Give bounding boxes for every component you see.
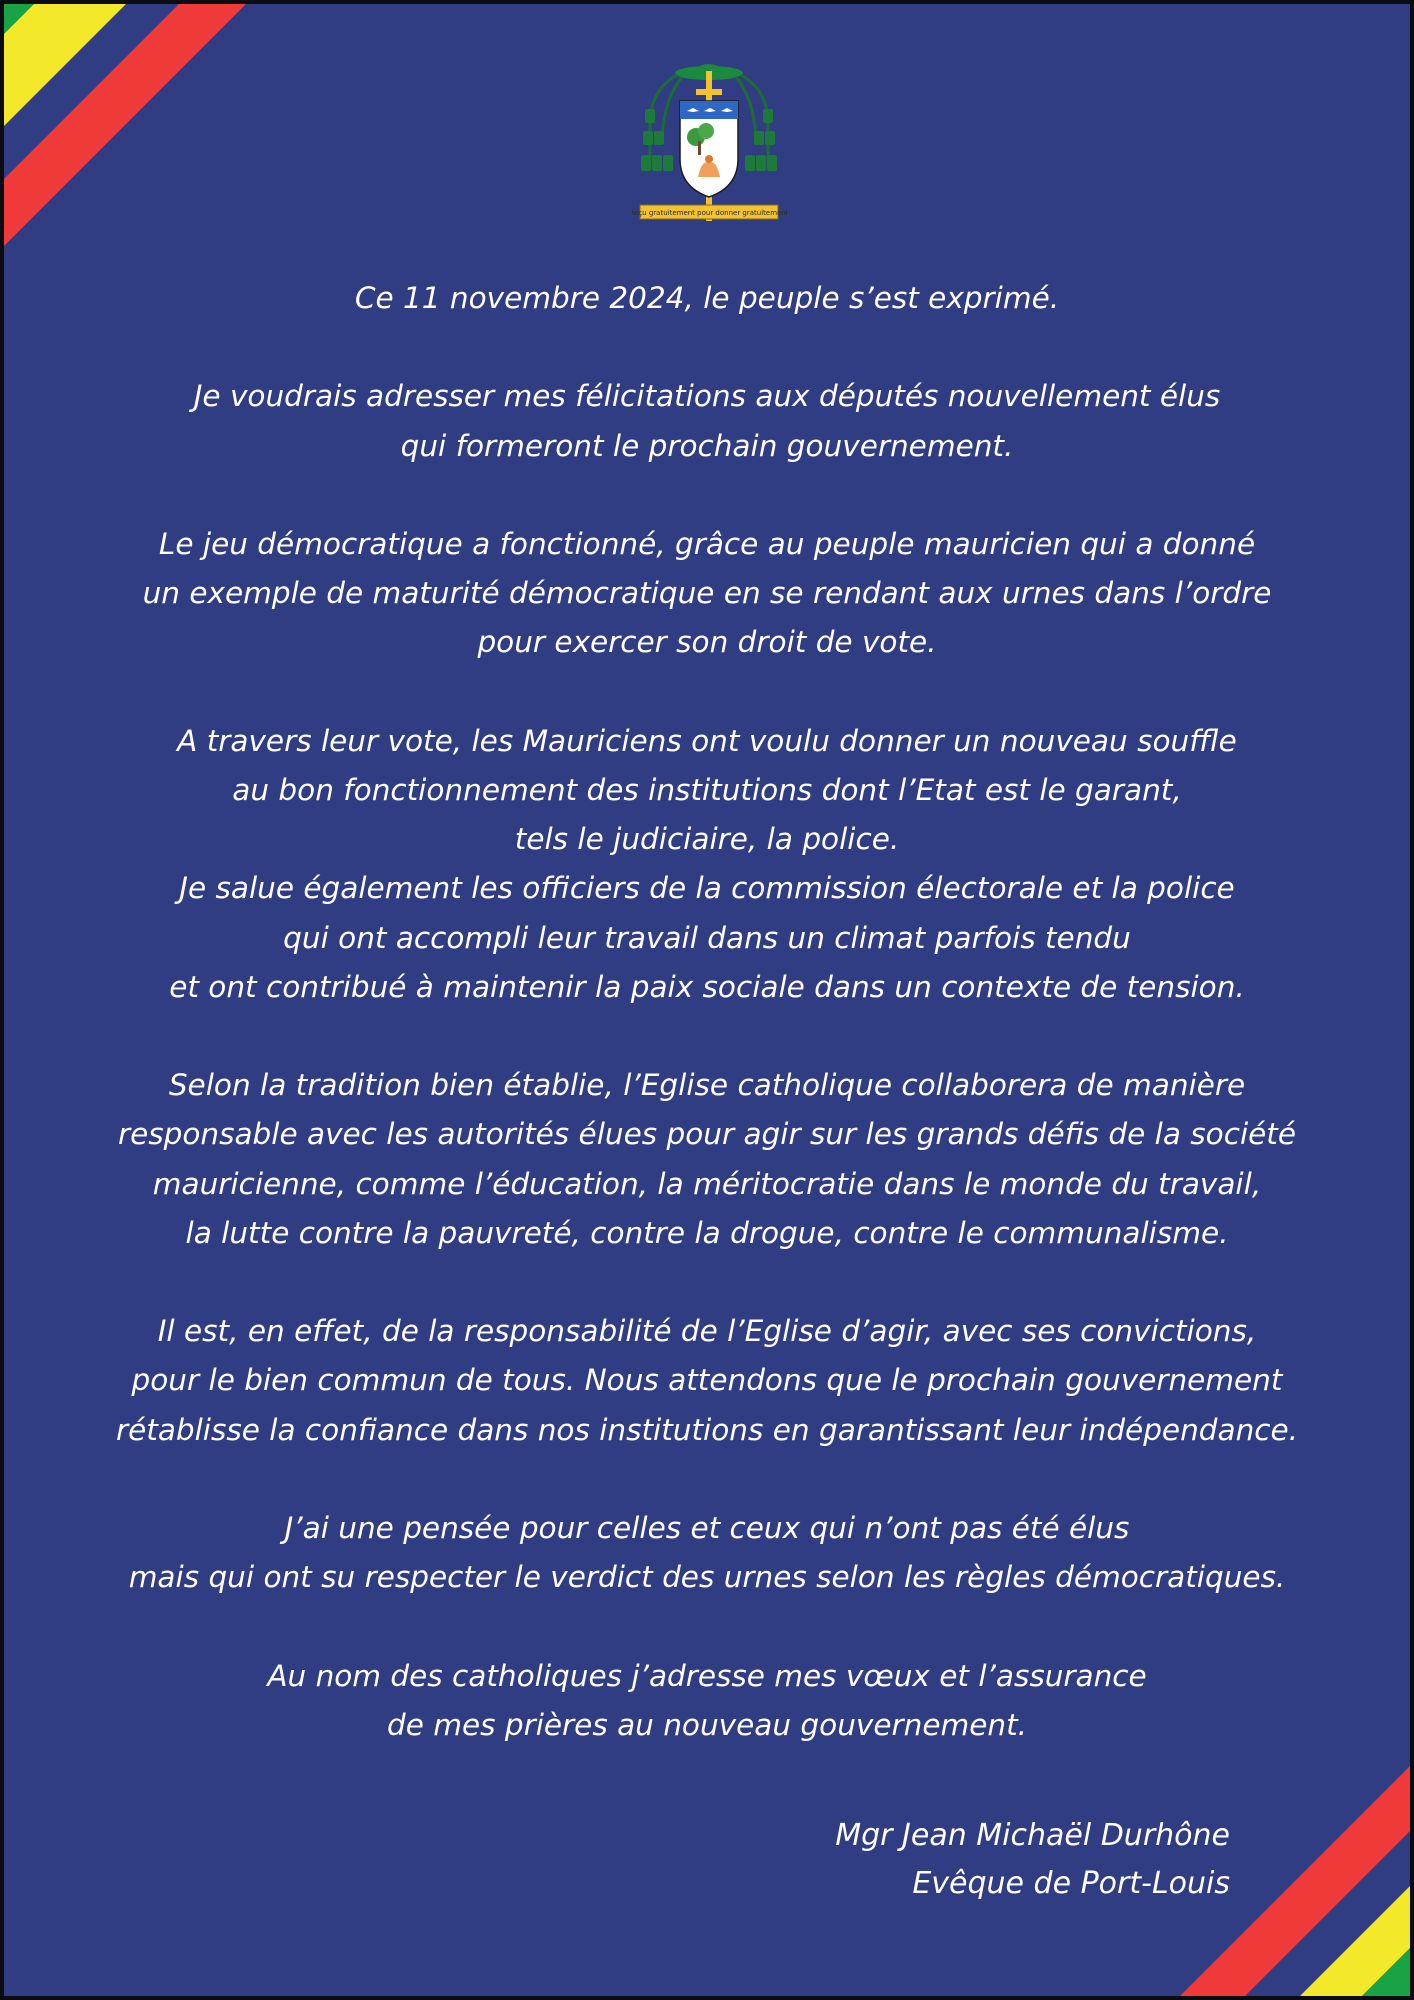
coat-of-arms <box>632 59 787 229</box>
letter-paragraph <box>64 274 1350 323</box>
letter-line: et ont contribué à maintenir la paix sociale dans un contexte de tension. <box>169 969 1245 1004</box>
letter-paragraph <box>64 1307 1350 1455</box>
letter-paragraph <box>64 864 1350 1012</box>
letter-line: de mes prières au nouveau gouvernement. <box>386 1707 1028 1742</box>
letter-line: J’ai une pensée pour celles et ceux qui n’ont pas été élus <box>284 1510 1130 1545</box>
crest-motto: Reçu gratuitement pour donner gratuitement <box>632 209 787 217</box>
letter-line: un exemple de maturité démocratique en se rendant aux urnes dans l’ordre <box>142 576 1272 611</box>
letter-line: Selon la tradition bien établie, l’Eglise catholique collaborera de manière <box>168 1068 1246 1103</box>
letter-line: mais qui ont su respecter le verdict des urnes selon les règles démocratiques. <box>128 1560 1286 1595</box>
signature-title: Evêque de Port-Louis <box>912 1866 1230 1901</box>
letter-paragraph <box>64 1504 1350 1602</box>
letter-paragraph <box>64 372 1350 470</box>
letter-line: pour le bien commun de tous. Nous attendons que le prochain gouvernement <box>131 1363 1283 1398</box>
letter-line: Au nom des catholiques j’adresse mes vœux et l’assurance <box>267 1658 1147 1693</box>
letter-line: rétablisse la confiance dans nos institutions en garantissant leur indépendance. <box>115 1412 1299 1447</box>
letter-line: qui formeront le prochain gouvernement. <box>400 428 1014 463</box>
letter-paragraph <box>64 717 1350 865</box>
letter-line: Je voudrais adresser mes félicitations aux députés nouvellement élus <box>193 379 1221 414</box>
letter-line: pour exercer son droit de vote. <box>477 625 937 660</box>
letter-line: mauricienne, comme l’éducation, la méritocratie dans le monde du travail, <box>152 1166 1262 1201</box>
signature-block <box>835 1812 1230 1908</box>
episcopal-coat-of-arms-icon <box>632 59 787 229</box>
letter-line: responsable avec les autorités élues pour agir sur les grands défis de la société <box>117 1117 1297 1152</box>
letter-line: qui ont accompli leur travail dans un climat parfois tendu <box>283 920 1131 955</box>
letter-line: Je salue également les officiers de la commission électorale et la police <box>179 871 1235 906</box>
letter-line: Il est, en effet, de la responsabilité de l’Eglise d’agir, avec ses convictions, <box>157 1314 1257 1349</box>
corner-stripes-top-left <box>4 4 264 264</box>
letter-line: au bon fonctionnement des institutions dont l’Etat est le garant, <box>232 772 1182 807</box>
letter-body <box>64 274 1350 1799</box>
letter-paragraph <box>64 520 1350 668</box>
letter-line: A travers leur vote, les Mauriciens ont voulu donner un nouveau souffle <box>177 723 1237 758</box>
letter-line: tels le judiciaire, la police. <box>514 822 900 857</box>
signature-name: Mgr Jean Michaël Durhône <box>835 1818 1230 1853</box>
letter-line: la lutte contre la pauvreté, contre la drogue, contre le communalisme. <box>185 1215 1229 1250</box>
letter-paragraph <box>64 1061 1350 1258</box>
letter-paragraph <box>64 1652 1350 1750</box>
letter-line: Le jeu démocratique a fonctionné, grâce au peuple mauricien qui a donné <box>158 526 1256 561</box>
letter-line: Ce 11 novembre 2024, le peuple s’est exprimé. <box>354 281 1060 315</box>
